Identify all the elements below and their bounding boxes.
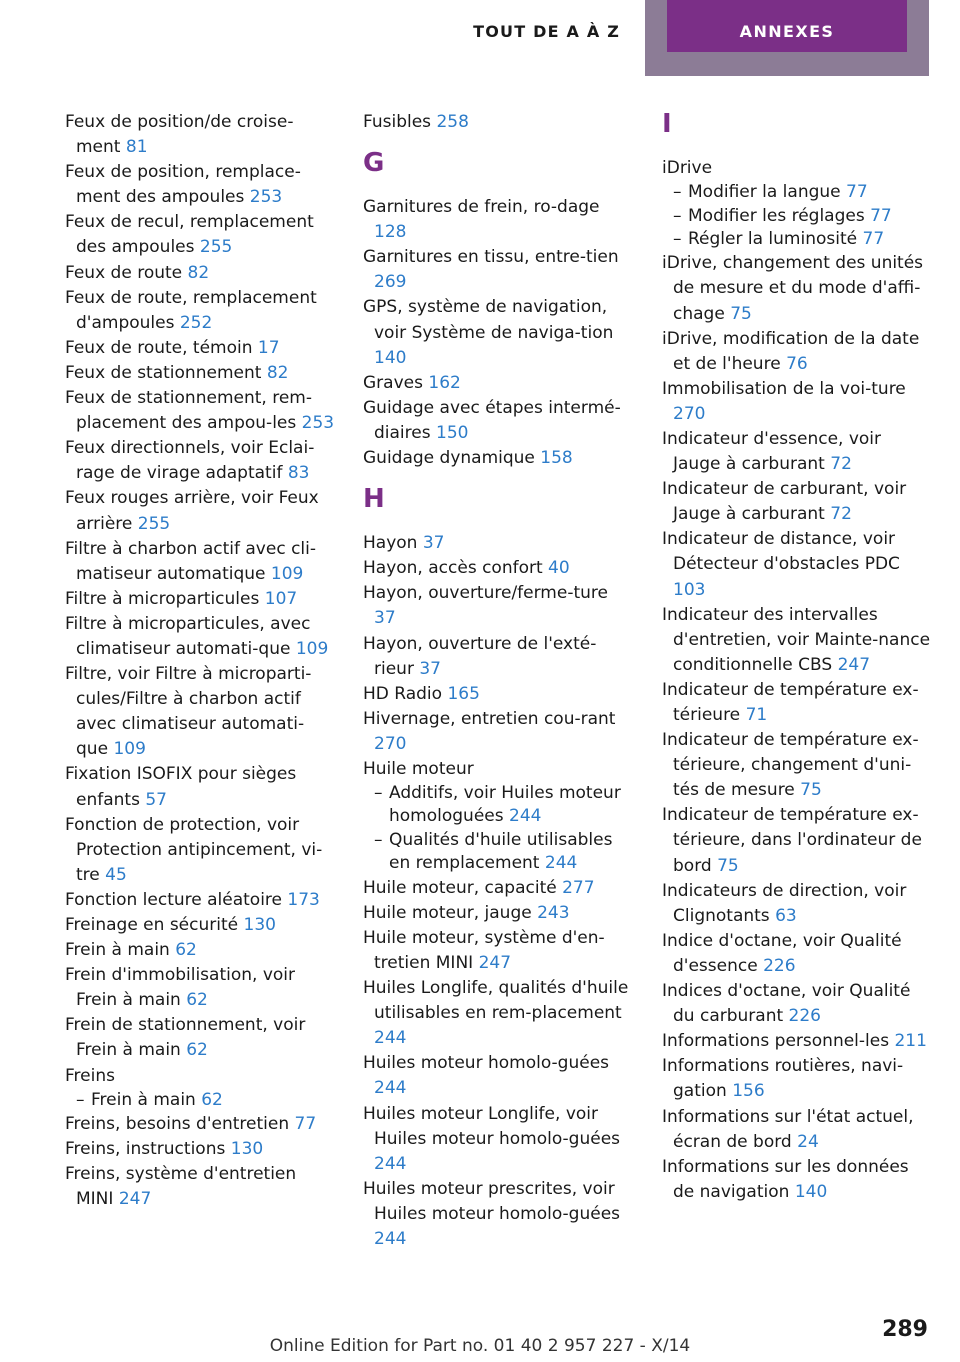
index-entry	[662, 327, 932, 377]
index-subentry	[662, 228, 932, 251]
index-entry	[363, 757, 633, 782]
index-term: Freins, besoins d'entretien	[65, 1114, 290, 1135]
page-reference-link[interactable]: 252	[179, 312, 213, 333]
page-reference-link[interactable]: 83	[287, 463, 310, 484]
index-term: Feux de recul, remplacement des ampoules	[65, 212, 314, 258]
page-reference-link[interactable]: 81	[125, 137, 148, 158]
page-reference-link[interactable]: 109	[113, 739, 146, 760]
index-term: Guidage avec étapes intermé-diaires	[363, 397, 621, 443]
index-term: Informations personnel-les	[662, 1031, 890, 1052]
dash-bullet: –	[673, 205, 682, 226]
index-term: Fusibles	[363, 112, 432, 132]
page-reference-link[interactable]: 247	[478, 952, 512, 973]
page-reference-link[interactable]: 75	[717, 855, 739, 876]
index-entry	[662, 803, 932, 878]
index-term: Indicateur de distance, voir Détecteur d'obstacles PDC	[662, 529, 900, 575]
index-entry	[363, 1102, 633, 1177]
index-subentry	[363, 782, 633, 829]
index-entry	[363, 195, 633, 245]
index-entry	[65, 963, 335, 1013]
index-subentry	[662, 205, 932, 228]
page-reference-link[interactable]: 165	[447, 683, 480, 704]
index-term: Informations routières, navi-gation	[662, 1056, 904, 1102]
index-entry	[662, 1155, 932, 1205]
index-subentry	[363, 829, 633, 876]
index-entry	[65, 336, 335, 361]
index-term: Indices d'octane, voir Qualité du carburant	[662, 981, 911, 1027]
index-entry	[65, 813, 335, 888]
index-term: Freins, système d'entretien MINI	[65, 1164, 297, 1210]
index-entry	[363, 1177, 633, 1252]
index-term: Huile moteur, jauge	[363, 902, 532, 923]
index-entry	[363, 876, 633, 901]
index-entry	[662, 728, 932, 803]
index-entry	[65, 261, 335, 286]
index-term: Feux rouges arrière, voir Feux arrière	[65, 488, 319, 534]
index-term: GPS, système de navigation, voir Système de naviga-tion	[363, 297, 614, 343]
index-entry	[363, 901, 633, 926]
index-entry	[65, 160, 335, 210]
page-reference-link[interactable]: 40	[548, 558, 570, 579]
index-entry	[65, 286, 335, 336]
index-term: Modifier les réglages	[688, 205, 865, 226]
index-entry	[65, 210, 335, 260]
index-entry	[363, 976, 633, 1051]
index-term: Indicateur de température ex-térieure	[662, 679, 919, 725]
page-reference-link[interactable]: 162	[428, 372, 461, 393]
page-reference-link[interactable]: 130	[230, 1139, 264, 1160]
index-term: iDrive	[662, 158, 713, 178]
page-reference-link[interactable]: 72	[830, 454, 852, 475]
page-reference-link[interactable]: 128	[374, 222, 407, 243]
section-title: TOUT DE A À Z	[473, 22, 620, 41]
index-term: Indicateur d'essence, voir Jauge à carburant	[662, 428, 882, 475]
index-entry	[363, 581, 633, 631]
index-entry	[662, 527, 932, 602]
index-entry	[662, 1054, 932, 1104]
index-term: iDrive, modification de la date et de l'heure	[662, 328, 920, 374]
index-entry	[363, 446, 633, 471]
page-reference-link[interactable]: 77	[862, 228, 885, 249]
index-entry	[662, 427, 932, 477]
page-reference-link[interactable]: 244	[374, 1078, 407, 1099]
index-term: Huile moteur, capacité	[363, 877, 557, 898]
index-entry	[662, 156, 932, 181]
index-term: Huiles Longlife, qualités d'huile utilisables en rem-placement	[363, 978, 629, 1024]
page-reference-link[interactable]: 82	[266, 362, 289, 383]
index-term: Filtre, voir Filtre à microparti-cules/Filtre à charbon actif avec climatiseur automati-que	[65, 664, 312, 760]
index-term: Freins	[65, 1065, 115, 1086]
page-reference-link[interactable]: 226	[788, 1006, 821, 1027]
index-term: Indice d'octane, voir Qualité d'essence	[662, 930, 902, 976]
index-subentry	[662, 181, 932, 204]
chapter-tab	[645, 0, 929, 76]
index-term: Guidage dynamique	[363, 448, 535, 469]
index-entry	[363, 371, 633, 396]
page-reference-link[interactable]: 244	[374, 1229, 407, 1249]
index-entry	[363, 396, 633, 446]
index-entry	[363, 295, 633, 370]
index-term: Indicateur des intervalles d'entretien, voir Mainte-nance conditionnelle CBS	[662, 604, 931, 675]
index-letter-heading: I	[662, 109, 672, 139]
index-entry	[662, 377, 932, 427]
index-entry	[363, 926, 633, 976]
page-number: 289	[882, 1317, 928, 1342]
page-reference-link[interactable]: 156	[732, 1081, 765, 1102]
index-term: Hivernage, entretien cou-rant	[363, 708, 616, 729]
page-reference-link[interactable]: 37	[374, 608, 396, 629]
page-reference-link[interactable]: 24	[797, 1131, 819, 1152]
page-reference-link[interactable]: 109	[295, 638, 329, 659]
index-term: Huiles moteur Longlife, voir Huiles moteur homolo-guées	[363, 1103, 621, 1149]
index-term: Immobilisation de la voi-ture	[662, 378, 906, 399]
page-reference-link[interactable]: 258	[436, 112, 469, 132]
index-term: Huiles moteur prescrites, voir Huiles moteur homolo-guées	[363, 1178, 621, 1224]
index-term: Informations sur l'état actuel, écran de bord	[662, 1106, 914, 1152]
page-reference-link[interactable]: 77	[846, 182, 868, 203]
page-reference-link[interactable]: 244	[544, 853, 578, 874]
page-reference-link[interactable]: 63	[775, 905, 797, 926]
page-reference-link[interactable]: 103	[673, 579, 706, 600]
index-entry	[662, 929, 932, 979]
page-reference-link[interactable]: 277	[562, 877, 595, 898]
page-reference-link[interactable]: 107	[264, 588, 298, 609]
index-term: Fonction lecture aléatoire	[65, 889, 282, 910]
index-term: iDrive, changement des unités de mesure et du mode d'affi-chage	[662, 253, 924, 324]
index-entry	[65, 662, 335, 762]
page-reference-link[interactable]: 247	[118, 1189, 152, 1210]
edition-footer: Online Edition for Part no. 01 40 2 957 227 - X/14	[269, 1336, 691, 1356]
page-reference-link[interactable]: 253	[249, 187, 283, 208]
index-term: Frein de stationnement, voir Frein à main	[65, 1015, 306, 1061]
index-term: Filtre à microparticules	[65, 588, 260, 609]
page-reference-link[interactable]: 269	[374, 272, 407, 293]
dash-bullet: –	[76, 1089, 85, 1110]
index-entry	[65, 587, 335, 612]
index-entry	[662, 1105, 932, 1155]
index-entry	[65, 1064, 335, 1089]
dash-bullet: –	[374, 783, 383, 804]
page-reference-link[interactable]: 244	[374, 1153, 407, 1174]
index-entry	[363, 531, 633, 556]
index-term: Hayon, accès confort	[363, 558, 543, 579]
index-entry	[662, 678, 932, 728]
dash-bullet: –	[374, 829, 383, 850]
index-entry	[65, 110, 335, 160]
page-reference-link[interactable]: 76	[786, 353, 808, 374]
index-column-1	[65, 110, 335, 1212]
index-entry	[65, 1137, 335, 1162]
index-entry	[363, 110, 633, 135]
index-term: Frein d'immobilisation, voir Frein à main	[65, 965, 296, 1011]
index-entry	[65, 1112, 335, 1137]
page-reference-link[interactable]: 37	[419, 658, 441, 679]
index-term: Qualités d'huile utilisables en remplacement	[389, 829, 613, 874]
page-reference-link[interactable]: 62	[186, 1040, 208, 1061]
index-entry	[65, 386, 335, 436]
index-entry	[363, 632, 633, 682]
index-entry	[662, 603, 932, 678]
page-reference-link[interactable]: 270	[673, 403, 706, 424]
page-reference-link[interactable]: 150	[436, 422, 469, 443]
index-entry	[65, 612, 335, 662]
index-entry	[363, 245, 633, 295]
index-column-3	[662, 110, 932, 1205]
page-header	[0, 0, 960, 76]
index-entry	[65, 913, 335, 938]
index-term: Garnitures de frein, ro-dage	[363, 197, 600, 218]
index-term: Additifs, voir Huiles moteur homologuées	[389, 783, 621, 827]
page-reference-link[interactable]: 255	[199, 237, 233, 258]
page-reference-link[interactable]: 82	[187, 262, 210, 283]
index-entry	[65, 436, 335, 486]
page-reference-link[interactable]: 17	[257, 337, 280, 358]
index-term: Filtre à microparticules, avec climatiseur automati-que	[65, 613, 311, 659]
page-reference-link[interactable]: 173	[287, 889, 320, 910]
index-term: Fonction de protection, voir Protection antipincement, vi-tre	[65, 814, 323, 885]
index-letter-heading: G	[363, 148, 385, 179]
index-term: Indicateur de température ex-térieure, dans l'ordinateur de bord	[662, 805, 922, 876]
page-reference-link[interactable]: 130	[243, 915, 276, 935]
dash-bullet: –	[673, 182, 682, 203]
page-reference-link[interactable]: 57	[145, 789, 167, 810]
page-reference-link[interactable]: 140	[794, 1181, 828, 1202]
page-reference-link[interactable]: 37	[422, 533, 445, 554]
page-reference-link[interactable]: 62	[175, 940, 197, 961]
index-entry	[662, 477, 932, 527]
index-letter-heading: H	[363, 484, 385, 515]
page-reference-link[interactable]: 109	[270, 563, 304, 584]
page-reference-link[interactable]: 226	[763, 955, 796, 976]
page-reference-link[interactable]: 243	[537, 902, 570, 923]
index-entry	[363, 556, 633, 581]
page-reference-link[interactable]: 75	[800, 780, 822, 801]
index-term: Indicateurs de direction, voir Clignotants	[662, 880, 907, 926]
page-reference-link[interactable]: 62	[201, 1089, 223, 1110]
index-term: Feux de stationnement	[65, 362, 262, 383]
index-entry	[65, 888, 335, 913]
page-reference-link[interactable]: 72	[830, 504, 852, 525]
index-term: Fixation ISOFIX pour sièges enfants	[65, 764, 297, 810]
page-reference-link[interactable]: 71	[745, 705, 768, 725]
index-entry	[65, 537, 335, 587]
index-term: Indicateur de température ex-térieure, changement d'uni-tés de mesure	[662, 730, 919, 801]
index-entry	[65, 938, 335, 963]
index-term: Hayon	[363, 533, 418, 554]
index-column-2	[363, 110, 633, 1252]
index-term: Informations sur les données de navigation	[662, 1156, 909, 1202]
page-reference-link[interactable]: 247	[837, 654, 871, 675]
index-entry	[65, 1162, 335, 1212]
index-entry	[65, 762, 335, 812]
page-reference-link[interactable]: 75	[730, 303, 752, 324]
page-reference-link[interactable]: 77	[870, 205, 892, 226]
page-reference-link[interactable]: 62	[186, 990, 208, 1011]
page-reference-link[interactable]: 244	[509, 806, 542, 827]
index-term: Régler la luminosité	[688, 228, 858, 249]
page-reference-link[interactable]: 270	[374, 733, 407, 754]
index-entry	[363, 707, 633, 757]
index-term: Feux de position, remplace-ment des ampoules	[65, 162, 301, 208]
index-entry	[363, 682, 633, 707]
index-term: Feux directionnels, voir Eclai-rage de virage adaptatif	[65, 438, 315, 484]
index-term: Feux de stationnement, rem-placement des ampou-les	[65, 388, 312, 434]
page-reference-link[interactable]: 140	[374, 347, 407, 368]
index-term: Graves	[363, 372, 423, 393]
page-reference-link[interactable]: 158	[540, 448, 573, 469]
index-term: Feux de route	[65, 262, 183, 283]
index-entry	[662, 879, 932, 929]
page-reference-link[interactable]: 77	[294, 1114, 317, 1135]
index-term: Frein à main	[91, 1089, 196, 1110]
index-term: Filtre à charbon actif avec cli-matiseur automatique	[65, 538, 317, 584]
index-entry	[65, 361, 335, 386]
index-entry	[363, 1051, 633, 1101]
index-entry	[662, 251, 932, 326]
index-entry	[662, 1029, 932, 1054]
index-term: Garnitures en tissu, entre-tien	[363, 247, 619, 268]
index-entry	[65, 486, 335, 536]
index-term: Feux de route, témoin	[65, 337, 253, 358]
dash-bullet: –	[673, 228, 682, 249]
index-entry	[65, 1013, 335, 1063]
index-term: Frein à main	[65, 940, 170, 961]
index-term: Modifier la langue	[688, 182, 841, 203]
index-term: Huile moteur	[363, 758, 474, 779]
page-reference-link[interactable]: 244	[374, 1028, 407, 1049]
page-reference-link[interactable]: 253	[301, 413, 335, 434]
index-entry	[662, 979, 932, 1029]
index-term: Feux de position/de croise-ment	[65, 112, 294, 158]
page-reference-link[interactable]: 211	[894, 1031, 927, 1052]
chapter-tab-label: ANNEXES	[667, 0, 907, 52]
index-term: Indicateur de carburant, voir Jauge à carburant	[662, 479, 907, 525]
index-term: Freinage en sécurité	[65, 915, 239, 935]
page-reference-link[interactable]: 255	[137, 513, 171, 534]
index-term: Freins, instructions	[65, 1139, 226, 1160]
index-subentry	[65, 1089, 335, 1112]
index-term: HD Radio	[363, 683, 443, 704]
index-term: Huiles moteur homolo-guées	[363, 1053, 610, 1074]
page-reference-link[interactable]: 45	[105, 864, 127, 885]
index-term: Hayon, ouverture de l'exté-rieur	[363, 633, 597, 679]
index-term: Hayon, ouverture/ferme-ture	[363, 583, 608, 604]
index-term: Huile moteur, système d'en-tretien MINI	[363, 927, 605, 973]
index-term: Feux de route, remplacement d'ampoules	[65, 287, 317, 333]
